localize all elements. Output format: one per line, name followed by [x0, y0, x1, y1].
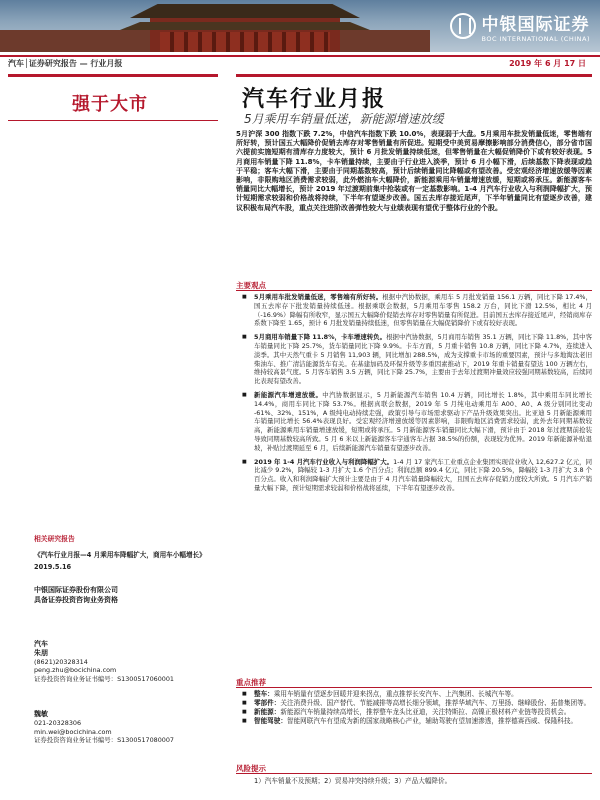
palace-roof-lower: [120, 22, 370, 30]
logo-text-en: BOC INTERNATIONAL (CHINA): [481, 34, 590, 43]
investment-rating: 强于大市: [72, 94, 148, 115]
company-info: [34, 585, 118, 605]
list-item: [236, 717, 592, 726]
report-date: 2019 年 6 月 17 日: [509, 59, 586, 68]
company-qualification: 具备证券投资咨询业务资格: [34, 596, 118, 604]
company-name: 中银国际证券股份有限公司: [34, 586, 118, 594]
report-subtitle: 5月乘用车销量低迷，新能源增速放缓: [244, 112, 444, 126]
point-lead: 2019 年 1-4 月汽车行业收入与利润降幅扩大。: [254, 457, 394, 466]
analyst-email[interactable]: peng.zhu@bocichina.com: [34, 666, 117, 675]
main-points-list: [236, 293, 592, 493]
recommend-header: 重点推荐: [236, 678, 266, 687]
point-lead: 5月乘用车批发销量低迷，零售端有所好转。: [254, 293, 383, 301]
stock-body: 乘用车销量有望逐步回暖并迎来拐点，重点推荐长安汽车、上汽集团、长城汽车等。: [273, 690, 518, 698]
recommend-list: [236, 690, 592, 726]
analyst-card-1: [34, 640, 174, 684]
report-category: 汽车│证券研究报告 — 行业月报: [8, 59, 123, 68]
risk-header: 风险提示: [236, 764, 266, 773]
list-item: [236, 391, 592, 453]
palace-pillars: [160, 32, 330, 52]
analyst-cert: 证券投资咨询业务证书编号：S1300517060001: [34, 675, 174, 684]
stock-body: 关注消费升级、国产替代、节能减排等高增长细分领域，推荐华域汽车、万里扬、继峰股份、拓普集团等。: [280, 699, 591, 707]
related-research-header: 相关研究报告: [34, 535, 75, 543]
palace-wing-left: [0, 30, 150, 52]
analyst-email[interactable]: min.wei@bocichina.com: [34, 727, 112, 736]
stock-body: 新能源汽车销量持续高增长，推荐整车龙头比亚迪，关注特斯拉、高镍正极材料产业链等投资机会。: [280, 708, 571, 716]
related-report-link[interactable]: 《汽车行业月报—4 月乘用车降幅扩大，商用车小幅增长》2019.5.16: [34, 551, 206, 571]
point-lead: 新能源汽车增速放缓。: [254, 390, 323, 399]
stock-lead: 整车：: [254, 690, 274, 698]
point-body: 中汽协数据显示，5 月新能源汽车销售 10.4 万辆，同比增长 1.8%，其中乘用车同比增长 14.4%，商用车同比下降 53.7%。根据真联会数据，2019 年 5 月纯电动乘用车 A00、A0、A 级分别同比变动 -61%、32%、151%，A 级纯电动持续走强，政策引导与市场需求驱动下产品升级效果突出。比亚迪 5 月新能源乘用车销量同比增长 56.4%表现良好。受宏观经济增速放缓等因素影响，非限购地区消费需求较弱，此外去年同期基数较高，新能源乘用车销量增速放缓，短期或将承压。5 月新能源客车销量同比大幅下滑，预计由于 2018 年过渡期前抢装导致同期基数较高所致。5 月 6 米以上新能源客车宇通客车占据 38.5%的份额，表现较为优异。2019 年新能源补贴退坡，补贴过渡期延至 6 月，后续新能源汽车销量有望逐步改善。: [254, 390, 593, 452]
report-category-row: [8, 58, 592, 72]
list-item: [236, 293, 592, 328]
stock-body: 智能网联汽车有望成为新的国家战略核心产业，辅助驾驶有望加速渗透，推荐德赛西威、保隆科技。: [286, 717, 578, 725]
sector-label: 汽车: [34, 640, 48, 648]
rating-divider: [8, 120, 218, 121]
boc-logo-icon: [450, 13, 476, 39]
list-item: [236, 708, 592, 717]
analyst-phone: (8621)20328314: [34, 657, 88, 666]
list-item: [236, 458, 592, 493]
point-body: 根据中汽协数据，乘用车 5 月批发销量 156.1 万辆，同比下降 17.4%，国五去库存下批发销量持续低迷。根据乘联会数据，5月乘用车零售 158.2 万台，同比下滑 12.5%，相比 4 月（-16.9%）降幅有所收窄，显示国五大幅降价促销去库存对零售销量有所促进。目前国五去库存接近尾声，经销商库存系数下降至 1.65，预计 6 月批发销量持续低迷，但零售销量在大幅促销降价下或有较好表现。: [254, 293, 592, 328]
right-accent-bar: [236, 74, 592, 77]
stock-lead: 新能源：: [254, 708, 281, 716]
summary-paragraph: 5月沪深 300 指数下跌 7.2%，中信汽车指数下跌 10.0%，表现弱于大盘。5月乘用车批发销量低迷，零售端有所好转，预计国五大幅降价促销去库存对零售销量有所促进。短期受中美贸易摩擦影响部分消费信心，部分省市国六提前实施短期有清库存力度较大，预计 6 月批发销量持续低迷，但零售销量在大幅促销降价下或有较好表现。5 月商用车销量下降 11.8%，卡车销量持续，主要由于行业进入淡季，预计 6 月小幅下滑，后续基数下降表现或趋于平稳；客车大幅下滑，主要由于同期基数较高，预计后续销量同比降幅或有望改善。受宏观经济增速放缓等因素影响，非限购地区消费需求较弱，此外燃油车大幅降价，新能源乘用车销量增速放缓，短期或将承压。新能源客车销量同比大幅增长，预计 2019 年过渡期前集中抢装或有一定基数影响。1-4 月汽车行业收入与利润降幅扩大，预计短期需求较弱和价格战将持续，下半年有望逐步改善。国五去库存接近尾声，下半年销量同比有望逐步改善，建议积极布局汽车股，重点关注进阶改善弹性较大与业绩表现有望优于整体行业的个股。: [236, 130, 592, 212]
company-logo: [450, 2, 590, 50]
report-title: 汽车行业月报: [242, 87, 387, 112]
main-points-header: 主要观点: [236, 281, 266, 290]
list-item: [236, 690, 592, 699]
palace-roof: [130, 4, 360, 18]
logo-text-cn: 中银国际证券: [481, 14, 590, 35]
main-points-divider: [236, 290, 592, 291]
risk-text: 1）汽车销量不及预期；2）贸易冲突持续升级；3）产品大幅降价。: [254, 777, 452, 785]
list-item: [236, 699, 592, 708]
analyst-card-2: [34, 710, 174, 745]
analyst-cert: 证券投资咨询业务证书编号：S1300517080007: [34, 736, 174, 745]
stock-lead: 零部件：: [254, 699, 281, 707]
analyst-phone: 021-20328306: [34, 718, 82, 727]
stock-lead: 智能驾驶：: [254, 717, 287, 725]
point-body: 1-4 月 17 家汽车工业重点企业集团实现营业收入 12,627.2 亿元，同比减少 9.2%，降幅较 1-3 月扩大 1.6 个百分点；利润总额 899.4 亿元，同比下降 20.5%，降幅较 1-3 月扩大 3.8 个百分点。收入和利润降幅扩大预计主要是由于 4 月汽车销量降幅较大，且国五去库存促销力度较大所致。5 月汽车产销量大幅下降，预计短期需求较弱和价格战将延续，下半年有望逐步改善。: [254, 457, 593, 492]
list-item: [236, 333, 592, 386]
header-banner-image: [0, 0, 600, 52]
related-research: [34, 533, 214, 573]
palace-wing-right: [340, 30, 430, 52]
point-body: 根据中汽协数据，5月商用车销售 35.1 万辆，同比下降 11.8%，其中客车销量同比下降 25.7%，货车销量同比下降 9.9%。卡车方面，5 月重卡销售 10.8 万辆，同比下降 4.7%，连续进入淡季。其中天然气重卡 5 月销售 11,903 辆，同比增加 288.5%，成为支撑重卡市场的重要因素，预计与多地淘汰老旧柴油车、推广清洁能源货车有关。在基建加码及环保升级等多重因素推动下，2019 年重卡销量有望达 100 万辆左右，维持较高景气度。5 月客车销售 3.5 万辆，同比下降 25.7%，主要由于去年过渡期冲量效应较强同期基数较高，后续同比表现有望改善。: [254, 333, 592, 386]
analyst-name: 朱朋: [34, 648, 48, 657]
analyst-name: 魏敏: [34, 710, 48, 718]
left-accent-bar: [8, 74, 218, 77]
header-divider: [0, 55, 600, 57]
risk-divider: [236, 773, 592, 774]
recommend-divider: [236, 687, 592, 688]
point-lead: 5月商用车销量下降 11.8%，卡车增速转负。: [254, 333, 387, 342]
